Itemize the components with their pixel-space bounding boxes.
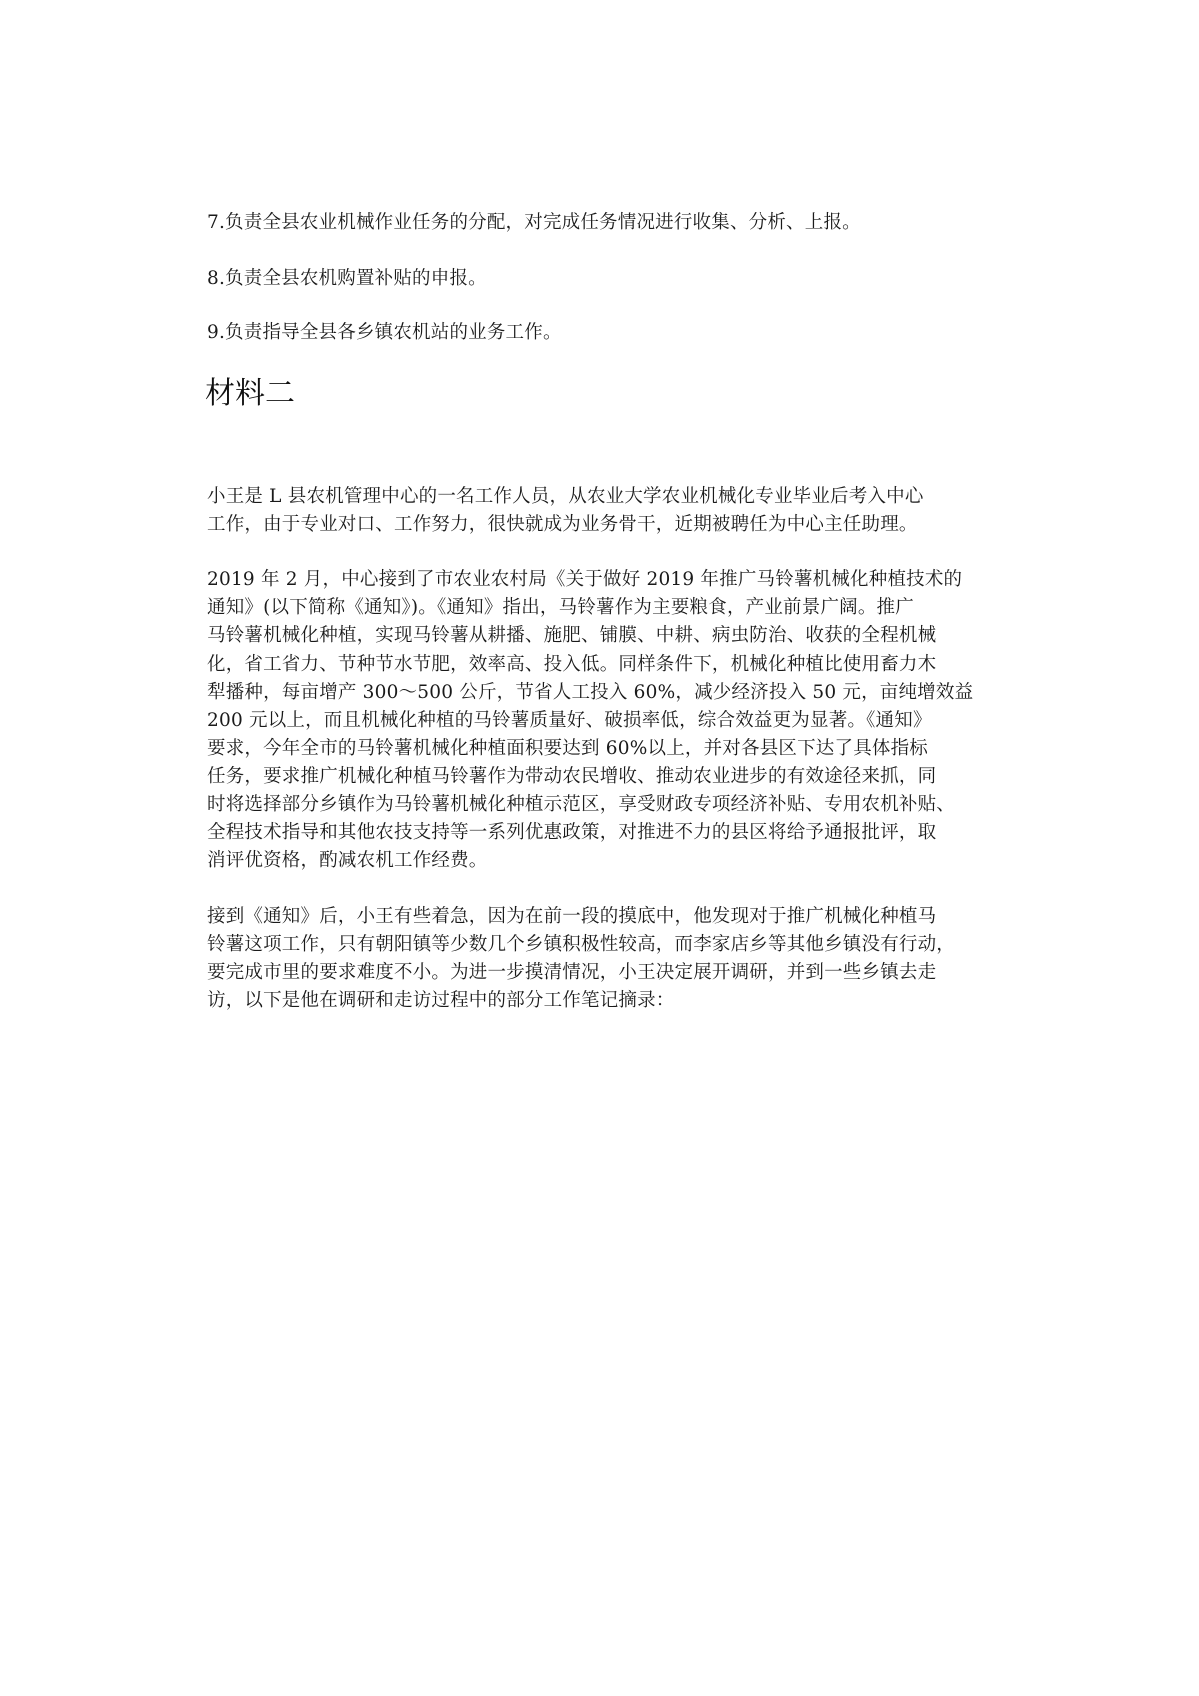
list-item-8: 8.负责全县农机购置补贴的申报。 [207, 268, 487, 289]
paragraph-line: 马铃薯机械化种植，实现马铃薯从耕播、施肥、铺膜、中耕、病虫防治、收获的全程机械 [207, 625, 937, 646]
paragraph-line: 犁播种，每亩增产 300～500 公斤，节省人工投入 60%，减少经济投入 50 元，亩纯增效益 [207, 682, 974, 703]
list-item-7: 7.负责全县农业机械作业任务的分配，对完成任务情况进行收集、分析、上报。 [207, 212, 861, 233]
paragraph-line: 要求，今年全市的马铃薯机械化种植面积要达到 60%以上，并对各县区下达了具体指标 [207, 738, 929, 759]
list-item-9: 9.负责指导全县各乡镇农机站的业务工作。 [207, 322, 562, 343]
paragraph-line: 2019 年 2 月，中心接到了市农业农村局《关于做好 2019 年推广马铃薯机械化种植技术的 [207, 569, 963, 590]
paragraph-line: 访，以下是他在调研和走访过程中的部分工作笔记摘录： [207, 990, 675, 1011]
paragraph-line: 任务，要求推广机械化种植马铃薯作为带动农民增收、推动农业进步的有效途径来抓，同 [207, 766, 937, 787]
paragraph-line: 铃薯这项工作，只有朝阳镇等少数几个乡镇积极性较高，而李家店乡等其他乡镇没有行动， [207, 934, 956, 955]
paragraph-line: 通知》(以下简称《通知》)。《通知》指出，马铃薯作为主要粮食，产业前景广阔。推广 [207, 597, 914, 618]
paragraph-line: 接到《通知》后，小王有些着急，因为在前一段的摸底中，他发现对于推广机械化种植马 [207, 906, 937, 927]
paragraph-line: 工作，由于专业对口、工作努力，很快就成为业务骨干，近期被聘任为中心主任助理。 [207, 514, 918, 535]
paragraph-line: 化，省工省力、节种节水节肥，效率高、投入低。同样条件下，机械化种植比使用畜力木 [207, 654, 937, 675]
paragraph-line: 时将选择部分乡镇作为马铃薯机械化种植示范区，享受财政专项经济补贴、专用农机补贴、 [207, 794, 956, 815]
paragraph-line: 消评优资格，酌减农机工作经费。 [207, 850, 488, 871]
paragraph-line: 要完成市里的要求难度不小。为进一步摸清情况，小王决定展开调研，并到一些乡镇去走 [207, 962, 937, 983]
paragraph-line: 小王是 L 县农机管理中心的一名工作人员，从农业大学农业机械化专业毕业后考入中心 [207, 486, 924, 507]
section-heading: 材料二 [205, 376, 295, 411]
paragraph-line: 全程技术指导和其他农技支持等一系列优惠政策，对推进不力的县区将给予通报批评，取 [207, 822, 937, 843]
paragraph-line: 200 元以上，而且机械化种植的马铃薯质量好、破损率低，综合效益更为显著。《通知》 [207, 710, 932, 731]
